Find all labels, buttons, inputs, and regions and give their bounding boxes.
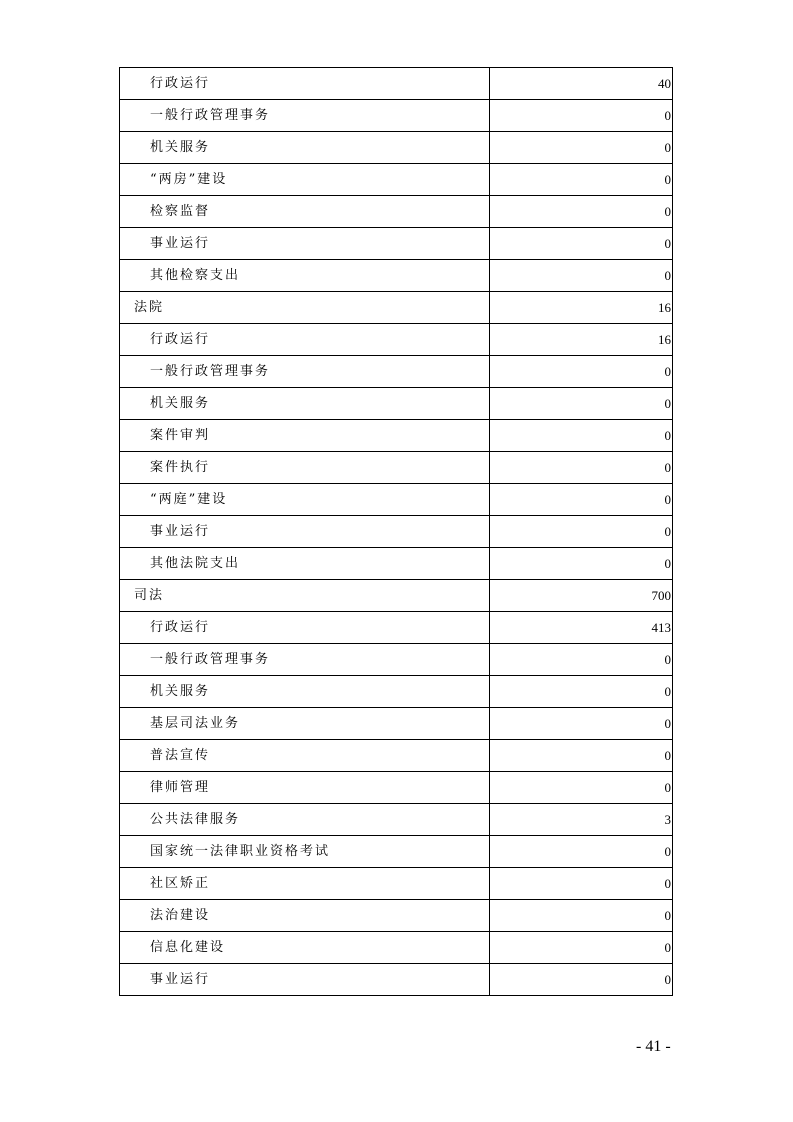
item-name: 检察监督	[150, 203, 211, 219]
item-value: 0	[490, 484, 673, 516]
table-row	[120, 260, 673, 292]
item-value: 0	[490, 900, 673, 932]
item-value: 16	[490, 292, 673, 324]
item-name-cell	[120, 452, 490, 484]
item-value: 0	[490, 676, 673, 708]
table-row	[120, 100, 673, 132]
item-name-cell	[120, 772, 490, 804]
item-name-cell	[120, 580, 490, 612]
item-name-cell	[120, 420, 490, 452]
table-row	[120, 356, 673, 388]
table-row	[120, 612, 673, 644]
table-row	[120, 644, 673, 676]
item-value: 0	[490, 740, 673, 772]
table-row	[120, 292, 673, 324]
item-name: 司法	[134, 587, 165, 603]
table-row	[120, 868, 673, 900]
item-name-cell	[120, 740, 490, 772]
table-row	[120, 324, 673, 356]
table-row	[120, 68, 673, 100]
item-value: 0	[490, 260, 673, 292]
item-name-cell	[120, 676, 490, 708]
item-name-cell	[120, 836, 490, 868]
item-value: 16	[490, 324, 673, 356]
item-name: 机关服务	[150, 683, 211, 699]
item-name: 信息化建设	[150, 939, 226, 955]
table-row	[120, 836, 673, 868]
item-name-cell	[120, 932, 490, 964]
table-row	[120, 164, 673, 196]
item-name-cell	[120, 260, 490, 292]
item-name: 一般行政管理事务	[150, 363, 271, 379]
item-name-cell	[120, 964, 490, 996]
item-name: 一般行政管理事务	[150, 651, 271, 667]
item-name: 其他检察支出	[150, 267, 241, 283]
item-name: “两房”建设	[150, 171, 228, 187]
item-name: 律师管理	[150, 779, 211, 795]
item-name: 法院	[134, 299, 165, 315]
item-name: “两庭”建设	[150, 491, 228, 507]
item-value: 0	[490, 132, 673, 164]
item-value: 700	[490, 580, 673, 612]
item-value: 0	[490, 388, 673, 420]
table-row	[120, 452, 673, 484]
item-name-cell	[120, 68, 490, 100]
table-row	[120, 228, 673, 260]
item-value: 0	[490, 164, 673, 196]
item-value: 0	[490, 772, 673, 804]
item-name: 国家统一法律职业资格考试	[150, 843, 331, 859]
item-name: 机关服务	[150, 139, 211, 155]
item-name: 社区矫正	[150, 875, 211, 891]
item-name: 普法宣传	[150, 747, 211, 763]
item-value: 0	[490, 836, 673, 868]
item-name-cell	[120, 196, 490, 228]
item-value: 0	[490, 100, 673, 132]
item-value: 0	[490, 548, 673, 580]
item-name: 案件执行	[150, 459, 211, 475]
item-name-cell	[120, 292, 490, 324]
item-value: 0	[490, 644, 673, 676]
item-value: 0	[490, 196, 673, 228]
table-row	[120, 900, 673, 932]
item-name-cell	[120, 324, 490, 356]
item-name-cell	[120, 484, 490, 516]
table-body	[120, 68, 673, 996]
item-value: 0	[490, 356, 673, 388]
table-row	[120, 740, 673, 772]
item-name: 行政运行	[150, 75, 211, 91]
item-name: 其他法院支出	[150, 555, 241, 571]
item-value: 0	[490, 964, 673, 996]
item-name-cell	[120, 900, 490, 932]
item-value: 413	[490, 612, 673, 644]
table-row	[120, 580, 673, 612]
item-name: 行政运行	[150, 619, 211, 635]
item-value: 0	[490, 516, 673, 548]
table-row	[120, 772, 673, 804]
item-name-cell	[120, 100, 490, 132]
item-value: 0	[490, 932, 673, 964]
table-row	[120, 132, 673, 164]
item-name: 基层司法业务	[150, 715, 241, 731]
item-value: 0	[490, 228, 673, 260]
table-row	[120, 548, 673, 580]
table-row	[120, 484, 673, 516]
item-name-cell	[120, 164, 490, 196]
item-name-cell	[120, 548, 490, 580]
item-value: 40	[490, 68, 673, 100]
item-name: 案件审判	[150, 427, 211, 443]
item-name-cell	[120, 868, 490, 900]
item-name: 一般行政管理事务	[150, 107, 271, 123]
budget-table	[119, 67, 673, 996]
item-value: 0	[490, 708, 673, 740]
item-name-cell	[120, 228, 490, 260]
table-row	[120, 516, 673, 548]
table-row	[120, 932, 673, 964]
item-value: 0	[490, 868, 673, 900]
table-row	[120, 420, 673, 452]
table-row	[120, 676, 673, 708]
item-name-cell	[120, 516, 490, 548]
item-name: 公共法律服务	[150, 811, 241, 827]
item-name: 事业运行	[150, 235, 211, 251]
table-row	[120, 964, 673, 996]
item-name-cell	[120, 356, 490, 388]
item-name: 事业运行	[150, 523, 211, 539]
item-name-cell	[120, 612, 490, 644]
table-row	[120, 196, 673, 228]
item-value: 3	[490, 804, 673, 836]
page-number: - 41 -	[636, 1038, 671, 1055]
item-name: 机关服务	[150, 395, 211, 411]
item-value: 0	[490, 420, 673, 452]
item-name: 法治建设	[150, 907, 211, 923]
item-name-cell	[120, 804, 490, 836]
item-value: 0	[490, 452, 673, 484]
item-name: 事业运行	[150, 971, 211, 987]
item-name-cell	[120, 388, 490, 420]
item-name-cell	[120, 708, 490, 740]
table-row	[120, 804, 673, 836]
table-row	[120, 708, 673, 740]
item-name: 行政运行	[150, 331, 211, 347]
table-row	[120, 388, 673, 420]
item-name-cell	[120, 644, 490, 676]
item-name-cell	[120, 132, 490, 164]
